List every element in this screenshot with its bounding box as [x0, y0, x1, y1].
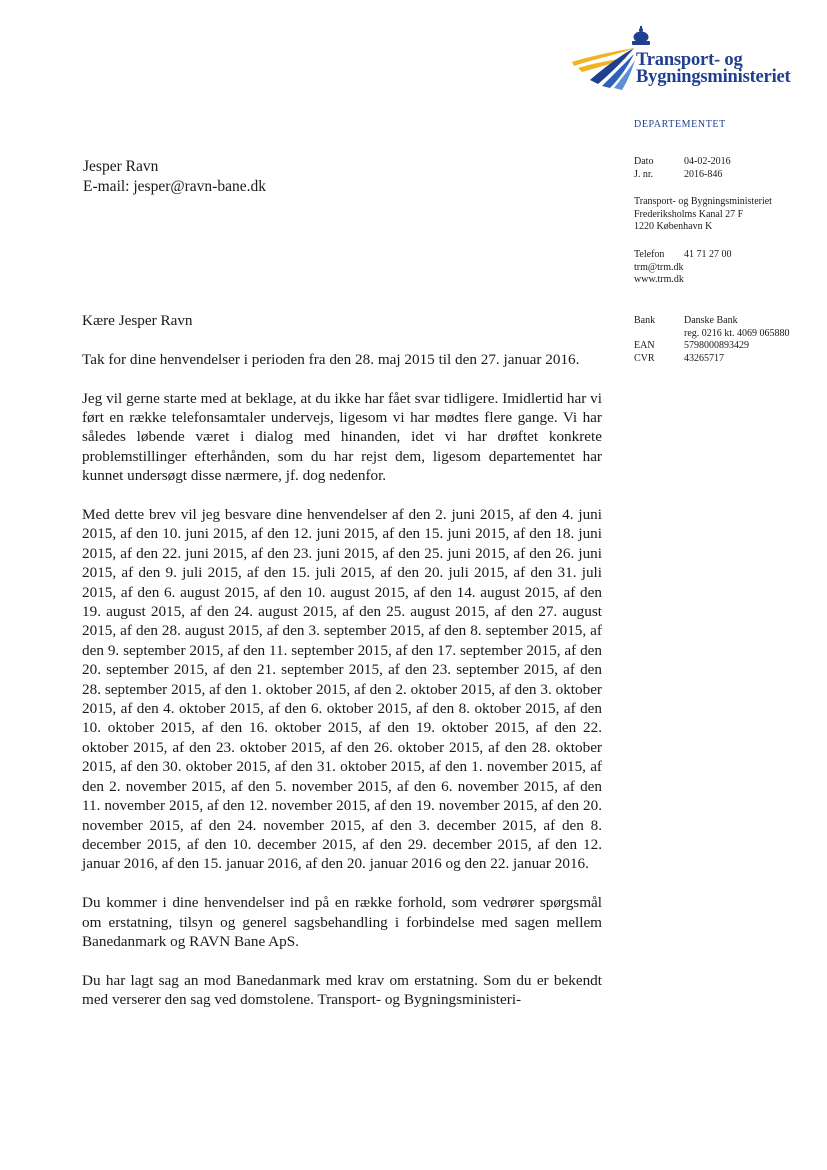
jnr-value: 2016-846	[684, 168, 723, 180]
salutation: Kære Jesper Ravn	[82, 312, 193, 329]
recipient-name: Jesper Ravn	[83, 158, 159, 175]
contact-web: www.trm.dk	[634, 274, 684, 285]
phone-value: 41 71 27 00	[684, 249, 732, 260]
department-label: DEPARTEMENTET	[634, 119, 726, 130]
logo-line-1: Transport- og	[636, 50, 743, 70]
ministry-name	[636, 52, 790, 86]
address-line: 1220 København K	[634, 221, 713, 232]
recipient-block	[83, 157, 266, 197]
cvr-label: CVR	[634, 352, 655, 364]
paragraph: Tak for dine henvendelser i perioden fra den 28. maj 2015 til den 27. januar 2016.	[82, 350, 580, 368]
paragraph: Du kommer i dine henvendelser ind på en række forhold, som vedrører spørgsmål om erstatning, tilsyn og generel sagsbehandling i forbindelse med sagen mellem Banedanmark og RAVN Bane ApS.	[82, 894, 602, 950]
recipient-email: E-mail: jesper@ravn-bane.dk	[83, 178, 266, 195]
date-block	[634, 156, 731, 181]
bank-value: Danske Bank	[684, 315, 738, 326]
bank-reg: reg. 0216 kt. 4069 065880	[684, 327, 790, 339]
paragraph: Med dette brev vil jeg besvare dine henvendelser af den 2. juni 2015, af den 4. juni 2015, af den 10. juni 2015, af den 12. juni 2015, af den 15. juni 2015, af den 18. juni 2015, af den 22. juni 2015, af den 23. juni 2015, af den 25. juni 2015, af den 26. juni 2015, af den 9. juli 2015, af den 15. juli 2015, af den 20. juli 2015, af den 31. juli 2015, af den 6. august 2015, af den 10. august 2015, af den 14. august 2015, af den 19. august 2015, af den 24. august 2015, af den 25. august 2015, af den 27. august 2015, af den 28. august 2015, af den 3. september 2015, af den 8. september 2015, af den 9. september 2015, af den 11. september 2015, af den 17. september 2015, af den 20. september 2015, af den 21. september 2015, af den 23. september 2015, af den 28. september 2015, af den 1. oktober 2015, af den 2. oktober 2015, af den 3. oktober 2015, af den 4. oktober 2015, af den 6. oktober 2015, af den 8. oktober 2015, af den 10. oktober 2015, af den 16. oktober 2015, af den 19. oktober 2015, af den 22. oktober 2015, af den 23. oktober 2015, af den 26. oktober 2015, af den 28. oktober 2015, af den 30. oktober 2015, af den 31. oktober 2015, af den 1. november 2015, af den 2. november 2015, af den 5. november 2015, af den 6. november 2015, af den 11. november 2015, af den 12. november 2015, af den 19. november 2015, af den 20. november 2015, af den 24. november 2015, af den 3. december 2015, af den 8. december 2015, af den 10. december 2015, af den 29. december 2015, af den 12. januar 2016, af den 15. januar 2016, af den 20. januar 2016 og den 22. januar 2016.	[82, 506, 602, 873]
logo-line-2: Bygningsministeriet	[636, 67, 791, 87]
letter-body	[82, 311, 602, 1029]
ean-value: 5798000893429	[684, 340, 749, 351]
paragraph: Jeg vil gerne starte med at beklage, at du ikke har fået svar tidligere. Imidlertid har vi ført en række telefonsamtaler undervejs, ligesom vi har mødtes flere gange. Vi har således løbende været i dialog med hinanden, idet vi har drøftet konkrete problemstillinger efterhånden, som du har rejst dem, ligesom departementet har kunnet undersøgt disse nærmere, jf. dog nedenfor.	[82, 389, 602, 485]
bank-block	[634, 315, 790, 365]
contact-block	[634, 249, 732, 287]
paragraph: Du har lagt sag an mod Banedanmark med krav om erstatning. Som du er bekendt med verserer den sag ved domstolene. Transport- og Bygningsministeri-	[82, 971, 602, 1009]
ean-label: EAN	[634, 340, 655, 351]
address-line: Transport- og Bygningsministeriet	[634, 196, 772, 207]
jnr-label: J. nr.	[634, 168, 654, 180]
crown-icon	[632, 26, 650, 45]
cvr-value: 43265717	[684, 352, 724, 364]
address-line: Frederiksholms Kanal 27 F	[634, 208, 744, 220]
contact-email: trm@trm.dk	[634, 261, 684, 273]
date-label: Dato	[634, 156, 654, 167]
phone-label: Telefon	[634, 249, 665, 260]
address-block	[634, 196, 772, 234]
date-value: 04-02-2016	[684, 156, 731, 167]
bank-label: Bank	[634, 315, 656, 326]
